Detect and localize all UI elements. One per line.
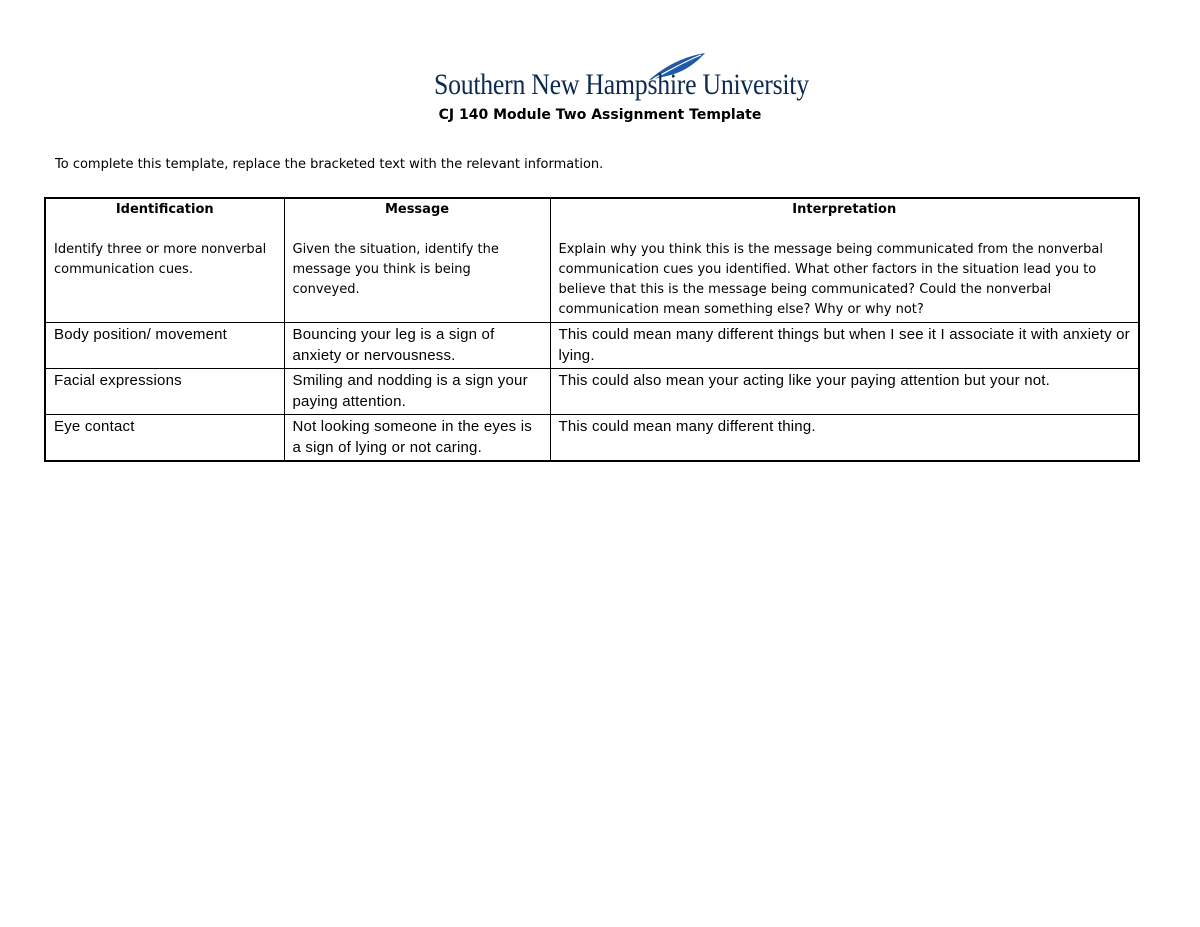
university-logo (434, 52, 809, 108)
header-cell-interpretation (550, 198, 1139, 323)
university-name: Southern New Hampshire University (434, 68, 809, 101)
table-row (45, 369, 1139, 415)
header-cell-message (284, 198, 550, 323)
message-cell: Smiling and nodding is a sign your paying attention. (284, 369, 550, 415)
table-header-row (45, 198, 1139, 323)
instructions-text: To complete this template, replace the bracketed text with the relevant information. (55, 157, 604, 172)
column-heading: Identification (115, 202, 214, 217)
assignment-table (44, 197, 1140, 462)
identification-cell: Body position/ movement (45, 323, 284, 369)
message-cell: Bouncing your leg is a sign of anxiety or nervousness. (284, 323, 550, 369)
message-cell: Not looking someone in the eyes is a sign of lying or not caring. (284, 415, 550, 462)
column-description: Given the situation, identify the message you think is being conveyed. (292, 242, 499, 297)
interpretation-cell: This could also mean your acting like your paying attention but your not. (550, 369, 1139, 415)
column-description: Explain why you think this is the message being communicated from the nonverbal communication cues you identified. What other factors in the situation lead you to believe that this is the message being communicated? Could the nonverbal communication mean something else? Why or why not? (558, 242, 1103, 317)
column-description: Identify three or more nonverbal communication cues. (54, 242, 267, 277)
identification-cell: Facial expressions (45, 369, 284, 415)
identification-cell: Eye contact (45, 415, 284, 462)
page-title: CJ 140 Module Two Assignment Template (438, 107, 762, 123)
column-heading: Message (384, 202, 450, 217)
column-heading: Interpretation (792, 202, 897, 217)
table-row (45, 323, 1139, 369)
interpretation-cell: This could mean many different thing. (550, 415, 1139, 462)
header-cell-identification (45, 198, 284, 323)
interpretation-cell: This could mean many different things but when I see it I associate it with anxiety or lying. (550, 323, 1139, 369)
table-row (45, 415, 1139, 462)
